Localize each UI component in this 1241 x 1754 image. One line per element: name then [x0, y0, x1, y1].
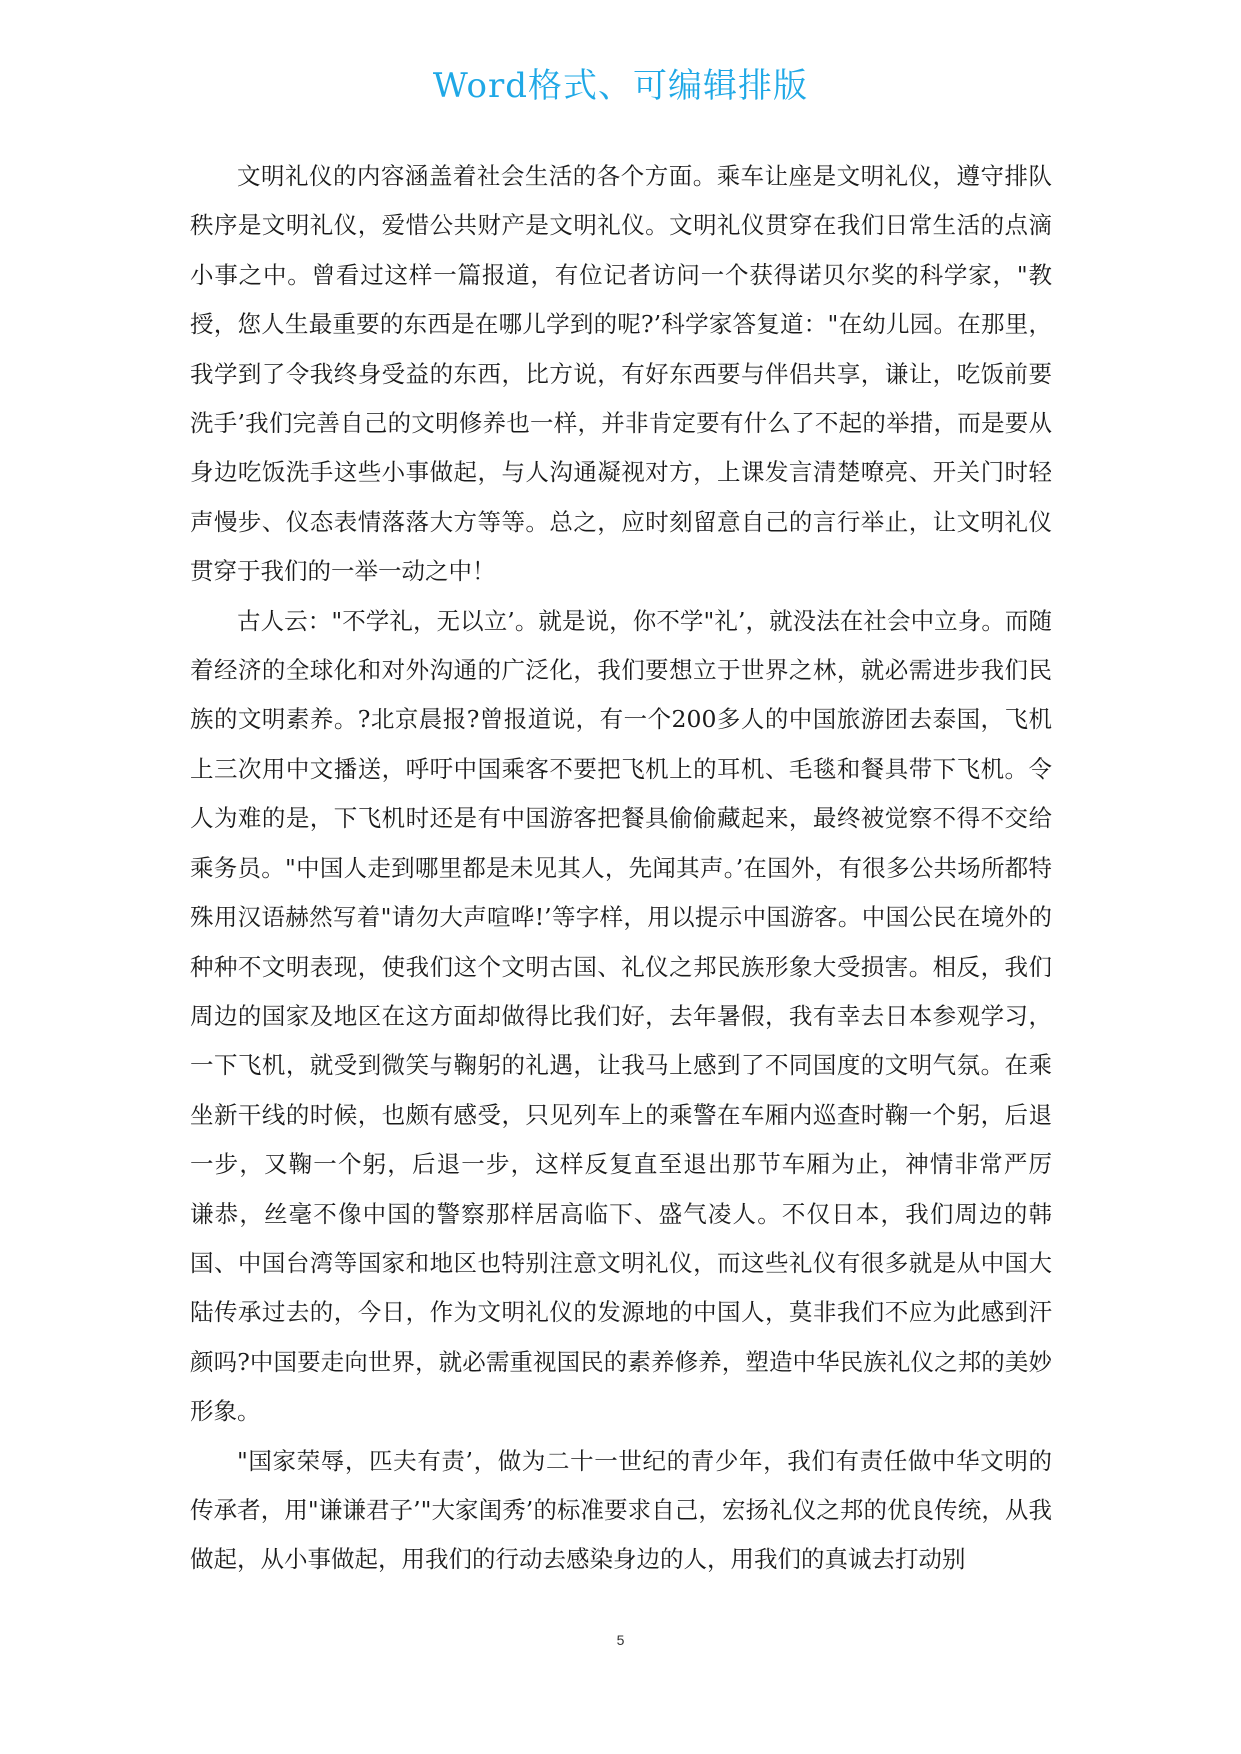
page-number: 5: [616, 1632, 625, 1648]
body-text: [190, 152, 1076, 1585]
paragraph-2: 古人云："不学礼，无以立’。就是说，你不学"礼’，就没法在社会中立身。而随着经济的全球化和对外沟通的广泛化，我们要想立于世界之林，就必需进步我们民族的文明素养。?北京晨报?曾报道说，有一个200多人的中国旅游团去泰国，飞机上三次用中文播送，呼吁中国乘客不要把飞机上的耳机、毛毯和餐具带下飞机。令人为难的是，下飞机时还是有中国游客把餐具偷偷藏起来，最终被觉察不得不交给乘务员。"中国人走到哪里都是未见其人，先闻其声。’在国外，有很多公共场所都特殊用汉语赫然写着"请勿大声喧哗!’等字样，用以提示中国游客。中国公民在境外的种种不文明表现，使我们这个文明古国、礼仪之邦民族形象大受损害。相反，我们周边的国家及地区在这方面却做得比我们好，去年暑假，我有幸去日本参观学习，一下飞机，就受到微笑与鞠躬的礼遇，让我马上感到了不同国度的文明气氛。在乘坐新干线的时候，也颇有感受，只见列车上的乘警在车厢内巡查时鞠一个躬，后退一步，又鞠一个躬，后退一步，这样反复直至退出那节车厢为止，神情非常严厉 谦恭，丝毫不像中国的警察那样居高临下、盛气凌人。不仅日本，我们周边的韩国、中国台湾等国家和地区也特别注意文明礼仪，而这些礼仪有很多就是从中国大陆传承过去的，今日，作为文明礼仪的发源地的中国人，莫非我们不应为此感到汗颜吗?中国要走向世界，就必需重视国民的素养修养，塑造中华民族礼仪之邦的美妙形象。: [190, 606, 1076, 1426]
paragraph-1: 文明礼仪的内容涵盖着社会生活的各个方面。乘车让座是文明礼仪，遵守排队秩序是文明礼仪，爱惜公共财产是文明礼仪。文明礼仪贯穿在我们日常生活的点滴小事之中。曾看过这样一篇报道，有位记者访问一个获得诺贝尔奖的科学家，"教授，您人生最重要的东西是在哪儿学到的呢?’科学家答复道："在幼儿园。在那里，我学到了令我终身受益的东西，比方说，有好东西要与伴侣共享，谦让，吃饭前要洗手’我们完善自己的文明修养也一样，并非肯定要有什么了不起的举措，而是要从身边吃饭洗手这些小事做起，与人沟通凝视对方，上课发言清楚嘹亮、开关门时轻声慢步、仪态表情落落大方等等。总之，应时刻留意自己的言行举止，让文明礼仪贯穿于我们的一举一动之中！: [190, 162, 1052, 586]
header-title: Word格式、可编辑排版: [432, 66, 809, 106]
paragraph-3: "国家荣辱，匹夫有责’，做为二十一世纪的青少年，我们有责任做中华文明的传承者，用"谦谦君子’"大家闺秀’的标准要求自己，宏扬礼仪之邦的优良传统，从我做起，从小事做起，用我们的行动去感染身边的人，用我们的真诚去打动别: [190, 1446, 1052, 1574]
